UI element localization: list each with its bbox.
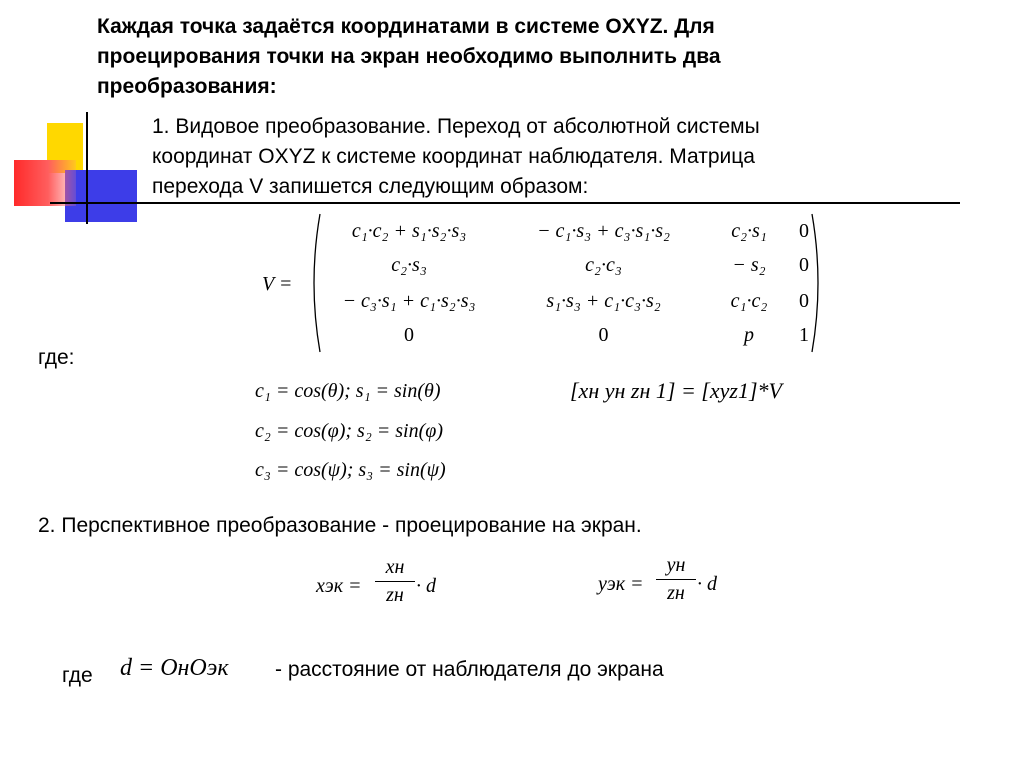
x-projection-rhs: · d	[416, 575, 436, 597]
matrix-row	[306, 290, 826, 322]
trig-equation-2: c₂ = cos(φ); s₂ = sin(φ)	[255, 420, 443, 442]
where-label-2: где	[62, 664, 93, 687]
matrix-cell: c₂·s₃	[391, 254, 427, 276]
trig-equation-3: c₃ = cos(ψ); s₃ = sin(ψ)	[255, 459, 446, 481]
item-1-text	[152, 112, 912, 202]
y-projection-lhs: yэк =	[598, 573, 644, 595]
matrix-row	[306, 220, 826, 252]
matrix-cell: − c₁·s₃ + c₃·s₁·s₂	[537, 220, 670, 242]
where-label: где:	[38, 346, 75, 369]
matrix-cell: 0	[799, 254, 809, 276]
decor-red-square	[14, 160, 76, 206]
decor-horizontal-line	[50, 202, 960, 204]
matrix-cell: − c₃·s₁ + c₁·s₂·s₃	[342, 290, 476, 312]
matrix-cell: c₂·s₁	[731, 220, 767, 242]
transform-equation: [xн yн zн 1] = [xyz1]*V	[570, 378, 782, 403]
item-2-text: 2. Перспективное преобразование - проецирование на экран.	[38, 514, 642, 537]
matrix-cell: 0	[799, 220, 809, 242]
x-projection-fraction	[375, 556, 415, 607]
x-fraction-denominator: zн	[386, 584, 404, 607]
y-fraction-numerator: yн	[666, 554, 686, 576]
matrix-cell: 0	[404, 324, 414, 346]
decor-vertical-line	[86, 112, 88, 224]
matrix-cell: 0	[598, 324, 609, 346]
matrix-cell: s₁·s₃ + c₁·c₃·s₂	[546, 290, 661, 312]
matrix-cell: 0	[799, 290, 809, 312]
matrix-cell: 1	[799, 324, 809, 346]
matrix-label: V =	[262, 273, 293, 295]
slide-title	[97, 12, 977, 102]
title-line: преобразования:	[97, 75, 277, 98]
title-line: проецирования точки на экран необходимо выполнить два	[97, 45, 721, 68]
matrix-v	[306, 212, 826, 354]
distance-description: - расстояние от наблюдателя до экрана	[275, 658, 664, 681]
matrix-cell: c₁·c₂	[730, 290, 768, 312]
matrix-cell: − s₂	[732, 254, 766, 276]
y-projection-rhs: · d	[697, 573, 717, 595]
item-1-line: 1. Видовое преобразование. Переход от абсолютной системы	[152, 115, 760, 138]
x-projection-lhs: xэк =	[316, 575, 362, 597]
title-line: Каждая точка задаётся координатами в системе OXYZ. Для	[97, 15, 715, 38]
y-fraction-bar	[656, 579, 696, 580]
x-fraction-numerator: xн	[385, 556, 405, 578]
matrix-row	[306, 324, 826, 356]
trig-equation-1: c₁ = cos(θ); s₁ = sin(θ)	[255, 380, 441, 402]
matrix-cell: c₂·c₃	[585, 254, 622, 276]
x-fraction-bar	[375, 581, 415, 582]
matrix-row	[306, 254, 826, 286]
y-projection-fraction	[656, 554, 696, 605]
y-fraction-denominator: zн	[667, 582, 685, 605]
matrix-cell: c₁·c₂ + s₁·s₂·s₃	[351, 220, 467, 242]
item-1-line: перехода V запишется следующим образом:	[152, 175, 589, 198]
distance-equation: d = OнOэк	[120, 655, 229, 681]
matrix-cell: p	[744, 324, 754, 346]
item-1-line: координат OXYZ к системе координат наблюдателя. Матрица	[152, 145, 755, 168]
